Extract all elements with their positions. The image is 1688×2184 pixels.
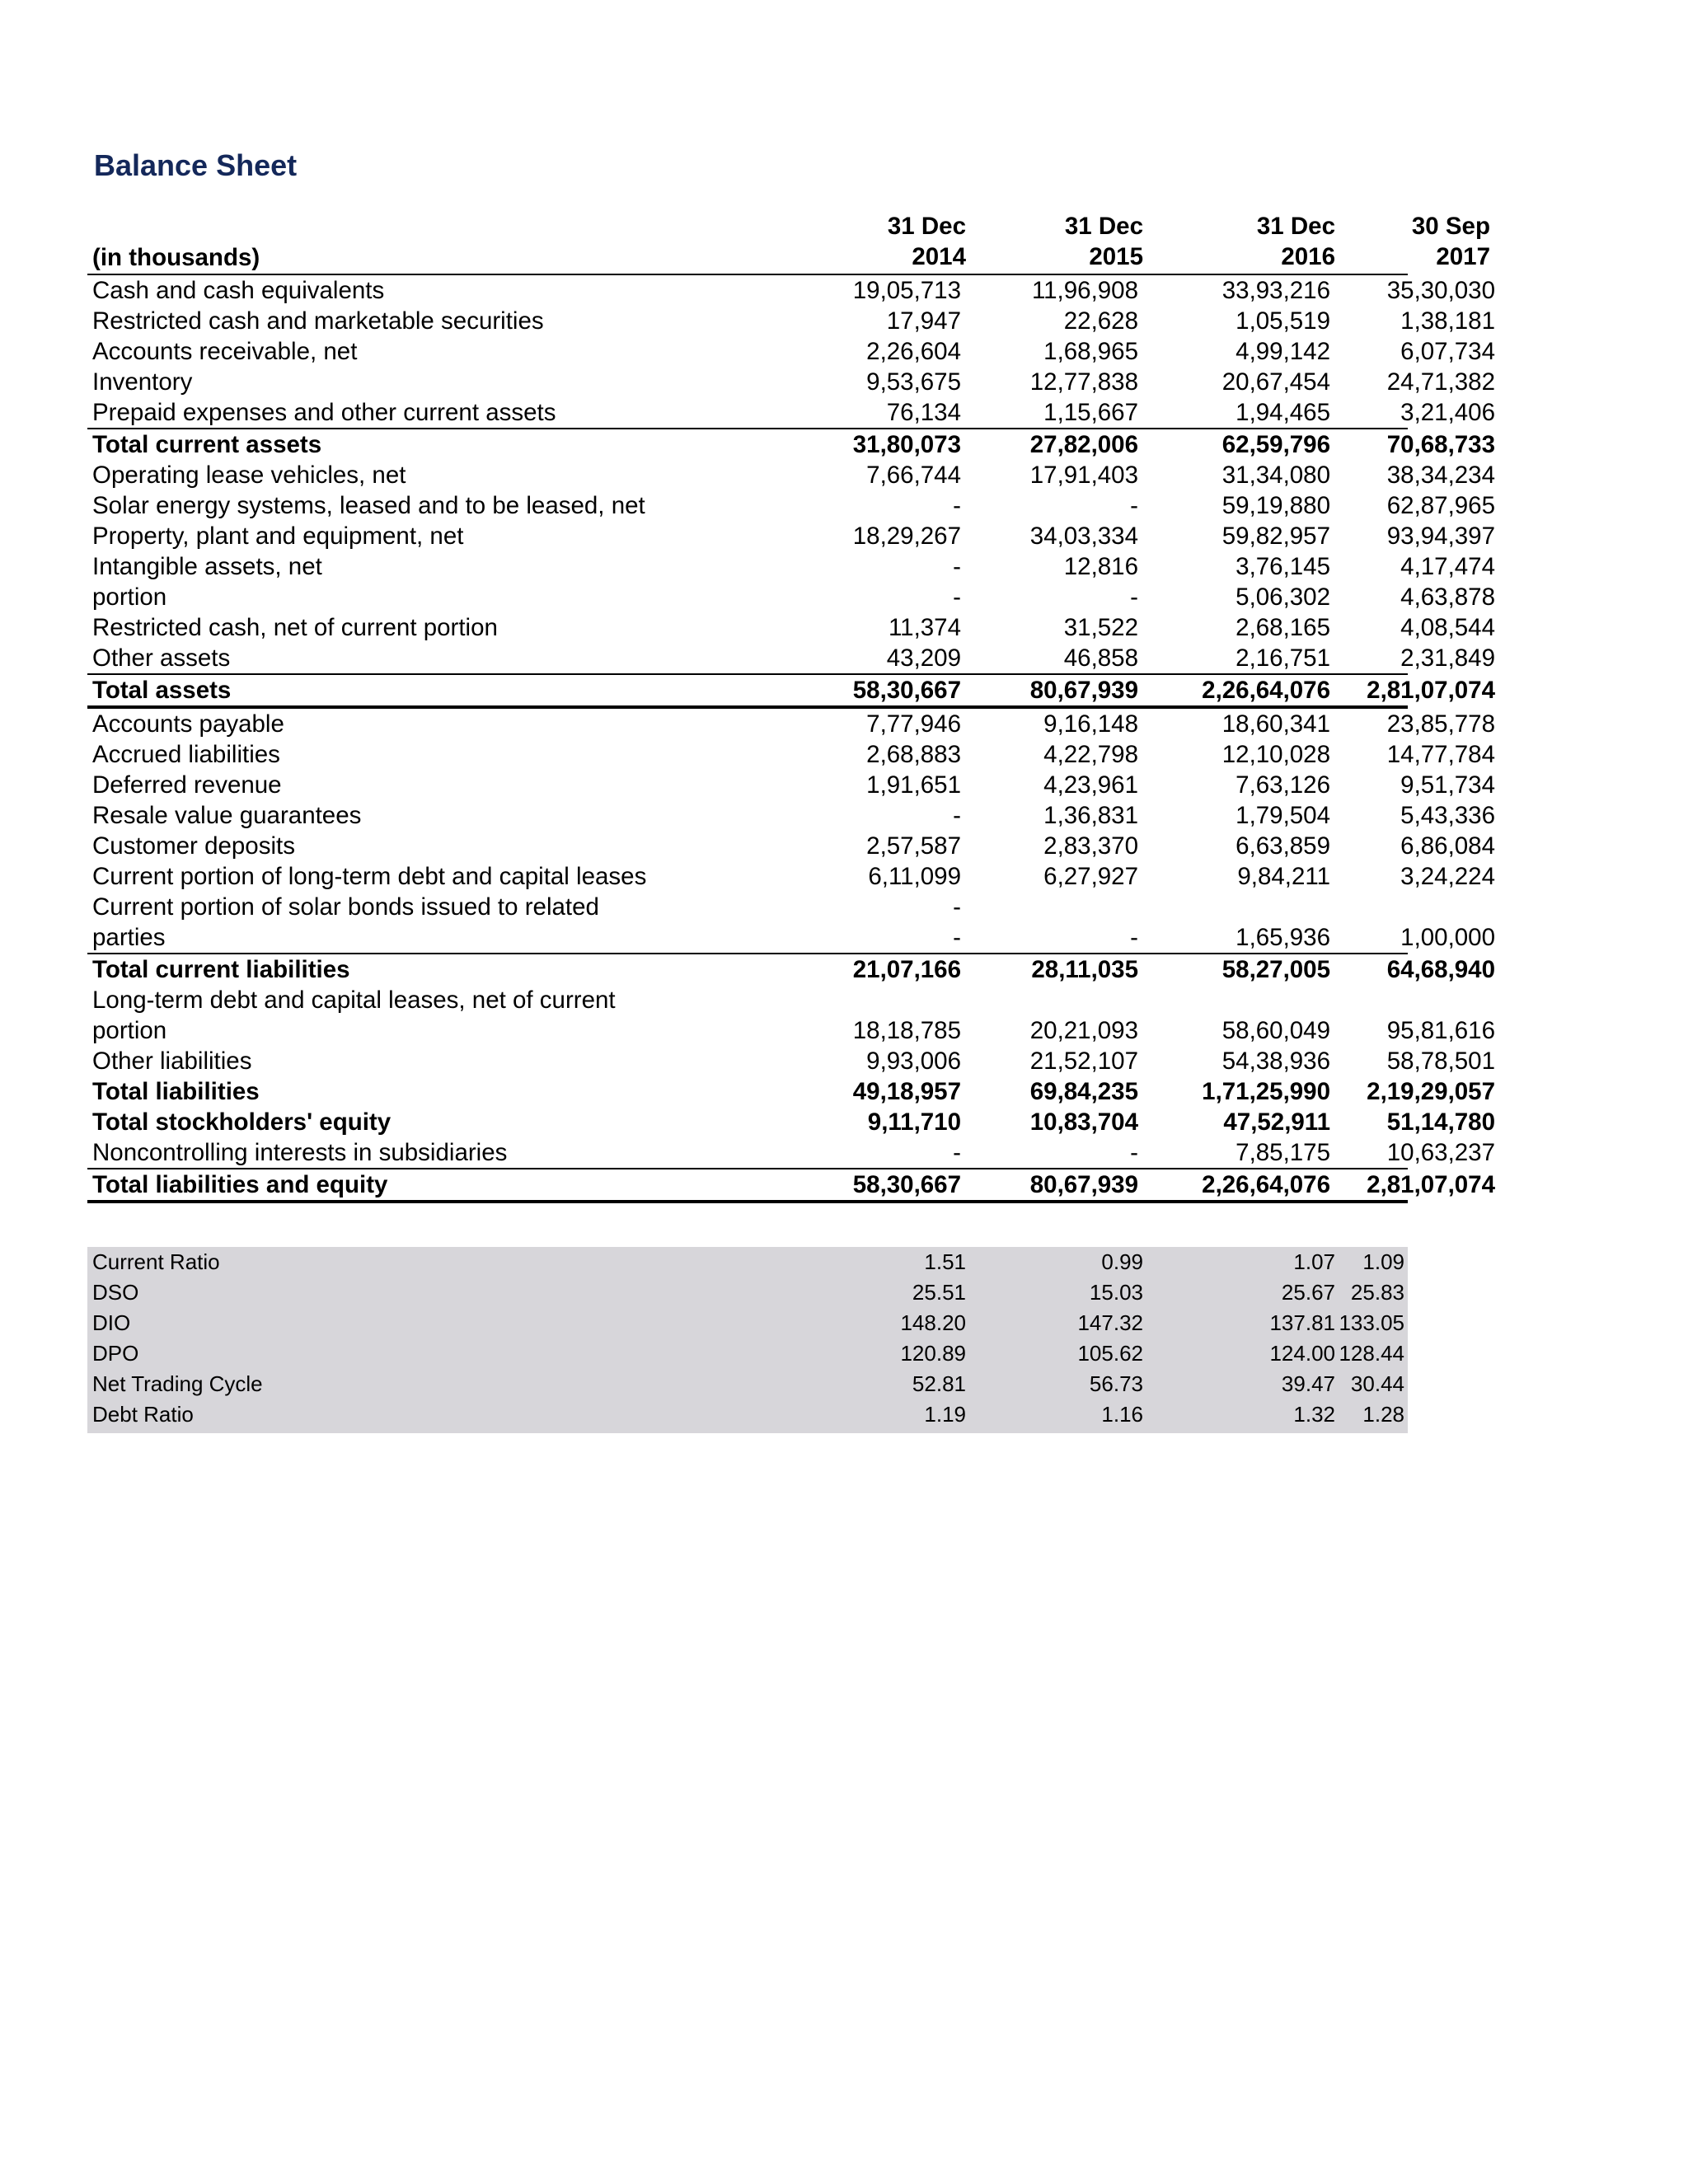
cell-value: 4,63,878 [1400,583,1495,611]
table-row [87,397,1495,429]
row-label: Total current assets [92,431,322,458]
cell-value: 4,17,474 [1400,553,1495,580]
cell-value: 12,77,838 [1029,368,1138,396]
cell-value: 58,30,667 [852,1171,961,1198]
row-label: Accrued liabilities [92,741,280,768]
cell-value: 3,21,406 [1400,399,1495,426]
cell-value: 58,30,667 [852,677,961,704]
cell-value: 46,858 [1063,644,1138,672]
row-label: Operating lease vehicles, net [92,462,406,489]
cell-value: 4,08,544 [1400,614,1495,641]
table-row [87,275,1495,306]
ratio-value: 137.81 [1269,1310,1335,1335]
table-row [87,1137,1495,1169]
row-label: Current portion of long-term debt and capital leases [92,863,647,890]
cell-value: 27,82,006 [1029,431,1138,458]
cell-value: 9,93,006 [866,1047,961,1075]
cell-value: - [1130,924,1138,951]
row-label-line2: portion [92,1017,167,1044]
cell-value: 6,11,099 [868,863,961,890]
ratio-label: DSO [92,1280,139,1305]
cell-value: 19,05,713 [852,277,961,304]
cell-value: 62,87,965 [1386,492,1495,519]
cell-value: 28,11,035 [1031,956,1138,983]
table-row [87,582,1495,612]
table-row [87,336,1495,367]
cell-value: 18,29,267 [852,523,961,550]
ratio-value: 52.81 [912,1371,966,1396]
ratio-label: DIO [92,1310,131,1335]
cell-value: 1,38,181 [1400,307,1495,335]
cell-value: 93,94,397 [1386,523,1495,550]
cell-value: 1,94,465 [1236,399,1330,426]
ratio-label: Current Ratio [92,1249,220,1274]
ratio-label: DPO [92,1341,139,1366]
cell-value: 2,31,849 [1400,644,1495,672]
cell-value: 31,80,073 [852,431,961,458]
cell-value: 7,85,175 [1236,1139,1330,1166]
table-row [87,985,1495,1046]
ratio-value: 120.89 [900,1341,966,1366]
ratio-value: 148.20 [900,1310,966,1335]
cell-value: 4,99,142 [1236,338,1330,365]
cell-value: 1,05,519 [1236,307,1330,335]
row-label: portion [92,583,167,611]
total-row [87,1107,1495,1137]
cell-value: - [953,583,961,611]
column-header-2016 [1170,211,1335,272]
cell-value: 33,93,216 [1221,277,1330,304]
cell-value: 3,76,145 [1236,553,1330,580]
ratio-value: 25.51 [912,1280,966,1305]
balance-sheet-table [87,209,1495,1203]
cell-value: 2,68,883 [866,741,961,768]
cell-value: 58,60,049 [1221,1017,1330,1044]
cell-value: 76,134 [886,399,961,426]
row-label: Intangible assets, net [92,553,322,580]
cell-value: 59,82,957 [1221,523,1330,550]
table-row [87,367,1495,397]
cell-value: 10,63,237 [1386,1139,1495,1166]
cell-value: 7,63,126 [1236,771,1330,799]
row-label: Restricted cash and marketable securities [92,307,544,335]
ratio-value: 105.62 [1077,1341,1143,1366]
column-header-2017 [1325,211,1490,272]
ratio-row [87,1308,1408,1338]
total-row [87,954,1495,985]
ratio-row [87,1338,1408,1369]
cell-value: 2,81,07,074 [1367,1171,1495,1198]
cell-value: 20,67,454 [1221,368,1330,396]
cell-value: 31,522 [1063,614,1138,641]
cell-value: 2,68,165 [1236,614,1330,641]
cell-value: 95,81,616 [1386,1017,1495,1044]
ratio-value: 0.99 [1101,1249,1143,1274]
cell-value: 69,84,235 [1029,1078,1138,1105]
cell-value: 47,52,911 [1223,1108,1330,1136]
ratio-value: 25.67 [1281,1280,1335,1305]
cell-value: 6,86,084 [1400,832,1495,860]
cell-value: 9,16,148 [1043,710,1138,738]
cell-value: 24,71,382 [1386,368,1495,396]
table-row [87,460,1495,490]
cell-value: 3,24,224 [1400,863,1495,890]
row-label-line2: parties [92,924,166,951]
row-label: Accounts receivable, net [92,338,358,365]
column-header-2015 [978,211,1143,272]
ratio-label: Net Trading Cycle [92,1371,263,1396]
table-row [87,643,1495,675]
cell-value: 18,60,341 [1221,710,1330,738]
row-label: Solar energy systems, leased and to be leased, net [92,492,645,519]
table-row [87,739,1495,770]
cell-value: - [953,893,961,921]
cell-value: 17,91,403 [1029,462,1138,489]
cell-value: 54,38,936 [1221,1047,1330,1075]
cell-value: - [953,802,961,829]
cell-value: 2,19,29,057 [1367,1078,1495,1105]
row-label: Accounts payable [92,710,284,738]
row-label: Noncontrolling interests in subsidiaries [92,1139,508,1166]
ratio-value: 1.07 [1293,1249,1335,1274]
cell-value: 4,22,798 [1043,741,1138,768]
cell-value: 9,51,734 [1400,771,1495,799]
row-label: Resale value guarantees [92,802,362,829]
cell-value: 34,03,334 [1029,523,1138,550]
ratio-row [87,1247,1408,1277]
cell-value: 31,34,080 [1221,462,1330,489]
cell-value: 11,96,908 [1031,277,1138,304]
cell-value: 5,43,336 [1400,802,1495,829]
column-header-2014 [801,211,966,272]
ratio-value: 133.05 [1339,1310,1404,1335]
cell-value: - [953,1139,961,1166]
page-title: Balance Sheet [94,148,298,182]
cell-value: 4,23,961 [1043,771,1138,799]
cell-value: 2,26,64,076 [1202,677,1330,704]
cell-value: 9,53,675 [866,368,961,396]
cell-value: 1,65,936 [1236,924,1330,951]
row-label: Total liabilities and equity [92,1171,388,1198]
ratio-value: 25.83 [1350,1280,1404,1305]
table-row [87,1046,1495,1076]
cell-value: 17,947 [886,307,961,335]
cell-value: - [953,924,961,951]
column-header-line2: 2015 [1089,243,1143,270]
column-header-line1: 31 Dec [1064,213,1143,240]
row-label: Total assets [92,677,232,704]
row-label [92,985,616,1046]
row-label: Total stockholders' equity [92,1108,392,1136]
table-row [87,521,1495,551]
cell-value: 20,21,093 [1029,1017,1138,1044]
cell-value: 7,66,744 [866,462,961,489]
row-label: Total current liabilities [92,956,350,983]
cell-value: 6,07,734 [1400,338,1495,365]
cell-value: 9,84,211 [1237,863,1330,890]
table-row [87,861,1495,892]
cell-value: 22,628 [1063,307,1138,335]
cell-value: - [1130,1139,1138,1166]
cell-value: 59,19,880 [1221,492,1330,519]
row-label [92,892,599,953]
cell-value: 1,71,25,990 [1202,1078,1330,1105]
cell-value: 2,81,07,074 [1367,677,1495,704]
cell-value: 12,10,028 [1221,741,1330,768]
cell-value: 1,79,504 [1236,802,1330,829]
cell-value: 1,00,000 [1400,924,1495,951]
cell-value: 2,16,751 [1236,644,1330,672]
row-label: Property, plant and equipment, net [92,523,464,550]
cell-value: 51,14,780 [1386,1108,1495,1136]
row-label: Other assets [92,644,231,672]
cell-value: 2,83,370 [1043,832,1138,860]
cell-value: 5,06,302 [1236,583,1330,611]
table-row [87,800,1495,831]
row-label: Restricted cash, net of current portion [92,614,498,641]
row-label: Deferred revenue [92,771,282,799]
cell-value: 23,85,778 [1386,710,1495,738]
cell-value: - [1130,583,1138,611]
total-row [87,429,1495,460]
cell-value: 21,52,107 [1029,1047,1138,1075]
table-row [87,831,1495,861]
column-header-line2: 2016 [1281,243,1335,270]
table-row [87,551,1495,582]
cell-value: - [953,492,961,519]
cell-value: 9,11,710 [867,1108,961,1136]
cell-value: 43,209 [886,644,961,672]
cell-value: 64,68,940 [1386,956,1495,983]
row-label-line1: Long-term debt and capital leases, net of current [92,987,616,1014]
cell-value: 21,07,166 [852,956,961,983]
cell-value: 1,91,651 [866,771,961,799]
table-row [87,892,1495,954]
ratio-row [87,1277,1408,1308]
row-label: Cash and cash equivalents [92,277,385,304]
cell-value: 38,34,234 [1386,462,1495,489]
cell-value: 62,59,796 [1221,431,1330,458]
cell-value: 12,816 [1063,553,1138,580]
ratio-value: 1.28 [1362,1402,1404,1427]
ratio-row [87,1399,1408,1430]
ratio-value: 1.19 [924,1402,966,1427]
column-header-line1: 31 Dec [1256,213,1335,240]
cell-value: 49,18,957 [852,1078,961,1105]
cell-value: 80,67,939 [1029,1171,1138,1198]
cell-value: 70,68,733 [1386,431,1495,458]
ratio-value: 56.73 [1089,1371,1143,1396]
cell-value: - [1130,492,1138,519]
column-header-line1: 31 Dec [887,213,966,240]
ratio-value: 147.32 [1077,1310,1143,1335]
cell-value: 58,78,501 [1386,1047,1495,1075]
cell-value: 18,18,785 [852,1017,961,1044]
column-header-line2: 2017 [1436,243,1490,270]
cell-value: - [953,553,961,580]
cell-value: 80,67,939 [1029,677,1138,704]
table-row [87,709,1495,739]
table-row [87,612,1495,643]
cell-value: 11,374 [888,614,961,641]
cell-value: 58,27,005 [1221,956,1330,983]
cell-value: 6,63,859 [1236,832,1330,860]
ratio-value: 15.03 [1089,1280,1143,1305]
table-row [87,770,1495,800]
total-row [87,1076,1495,1107]
ratio-value: 39.47 [1281,1371,1335,1396]
cell-value: 2,26,64,076 [1202,1171,1330,1198]
ratio-row [87,1369,1408,1399]
total-row [87,675,1495,709]
units-label: (in thousands) [92,244,260,271]
column-header-line1: 30 Sep [1411,213,1490,240]
cell-value: 1,68,965 [1043,338,1138,365]
row-label-line1: Current portion of solar bonds issued to related [92,893,599,921]
column-header-line2: 2014 [912,243,966,270]
cell-value: 7,77,946 [866,710,961,738]
cell-value: 1,36,831 [1043,802,1138,829]
cell-value: 6,27,927 [1043,863,1138,890]
cell-value: 2,26,604 [866,338,961,365]
ratio-label: Debt Ratio [92,1402,194,1427]
cell-value: 14,77,784 [1386,741,1495,768]
row-label: Inventory [92,368,193,396]
table-row [87,490,1495,521]
ratio-value: 124.00 [1269,1341,1335,1366]
ratio-value: 30.44 [1350,1371,1404,1396]
ratio-value: 1.32 [1293,1402,1335,1427]
row-label: Total liabilities [92,1078,260,1105]
ratio-value: 1.16 [1101,1402,1143,1427]
ratio-value: 1.09 [1362,1249,1404,1274]
cell-value: 35,30,030 [1386,277,1495,304]
row-label: Other liabilities [92,1047,252,1075]
ratios-table [87,1247,1408,1433]
total-row [87,1169,1495,1203]
table-header [87,209,1490,275]
ratio-value: 128.44 [1339,1341,1404,1366]
cell-value: 1,15,667 [1043,399,1138,426]
cell-value: 10,83,704 [1029,1108,1138,1136]
table-row [87,306,1495,336]
ratio-value: 1.51 [924,1249,966,1274]
cell-value: 2,57,587 [866,832,961,860]
row-label: Prepaid expenses and other current assets [92,399,556,426]
row-label: Customer deposits [92,832,295,860]
